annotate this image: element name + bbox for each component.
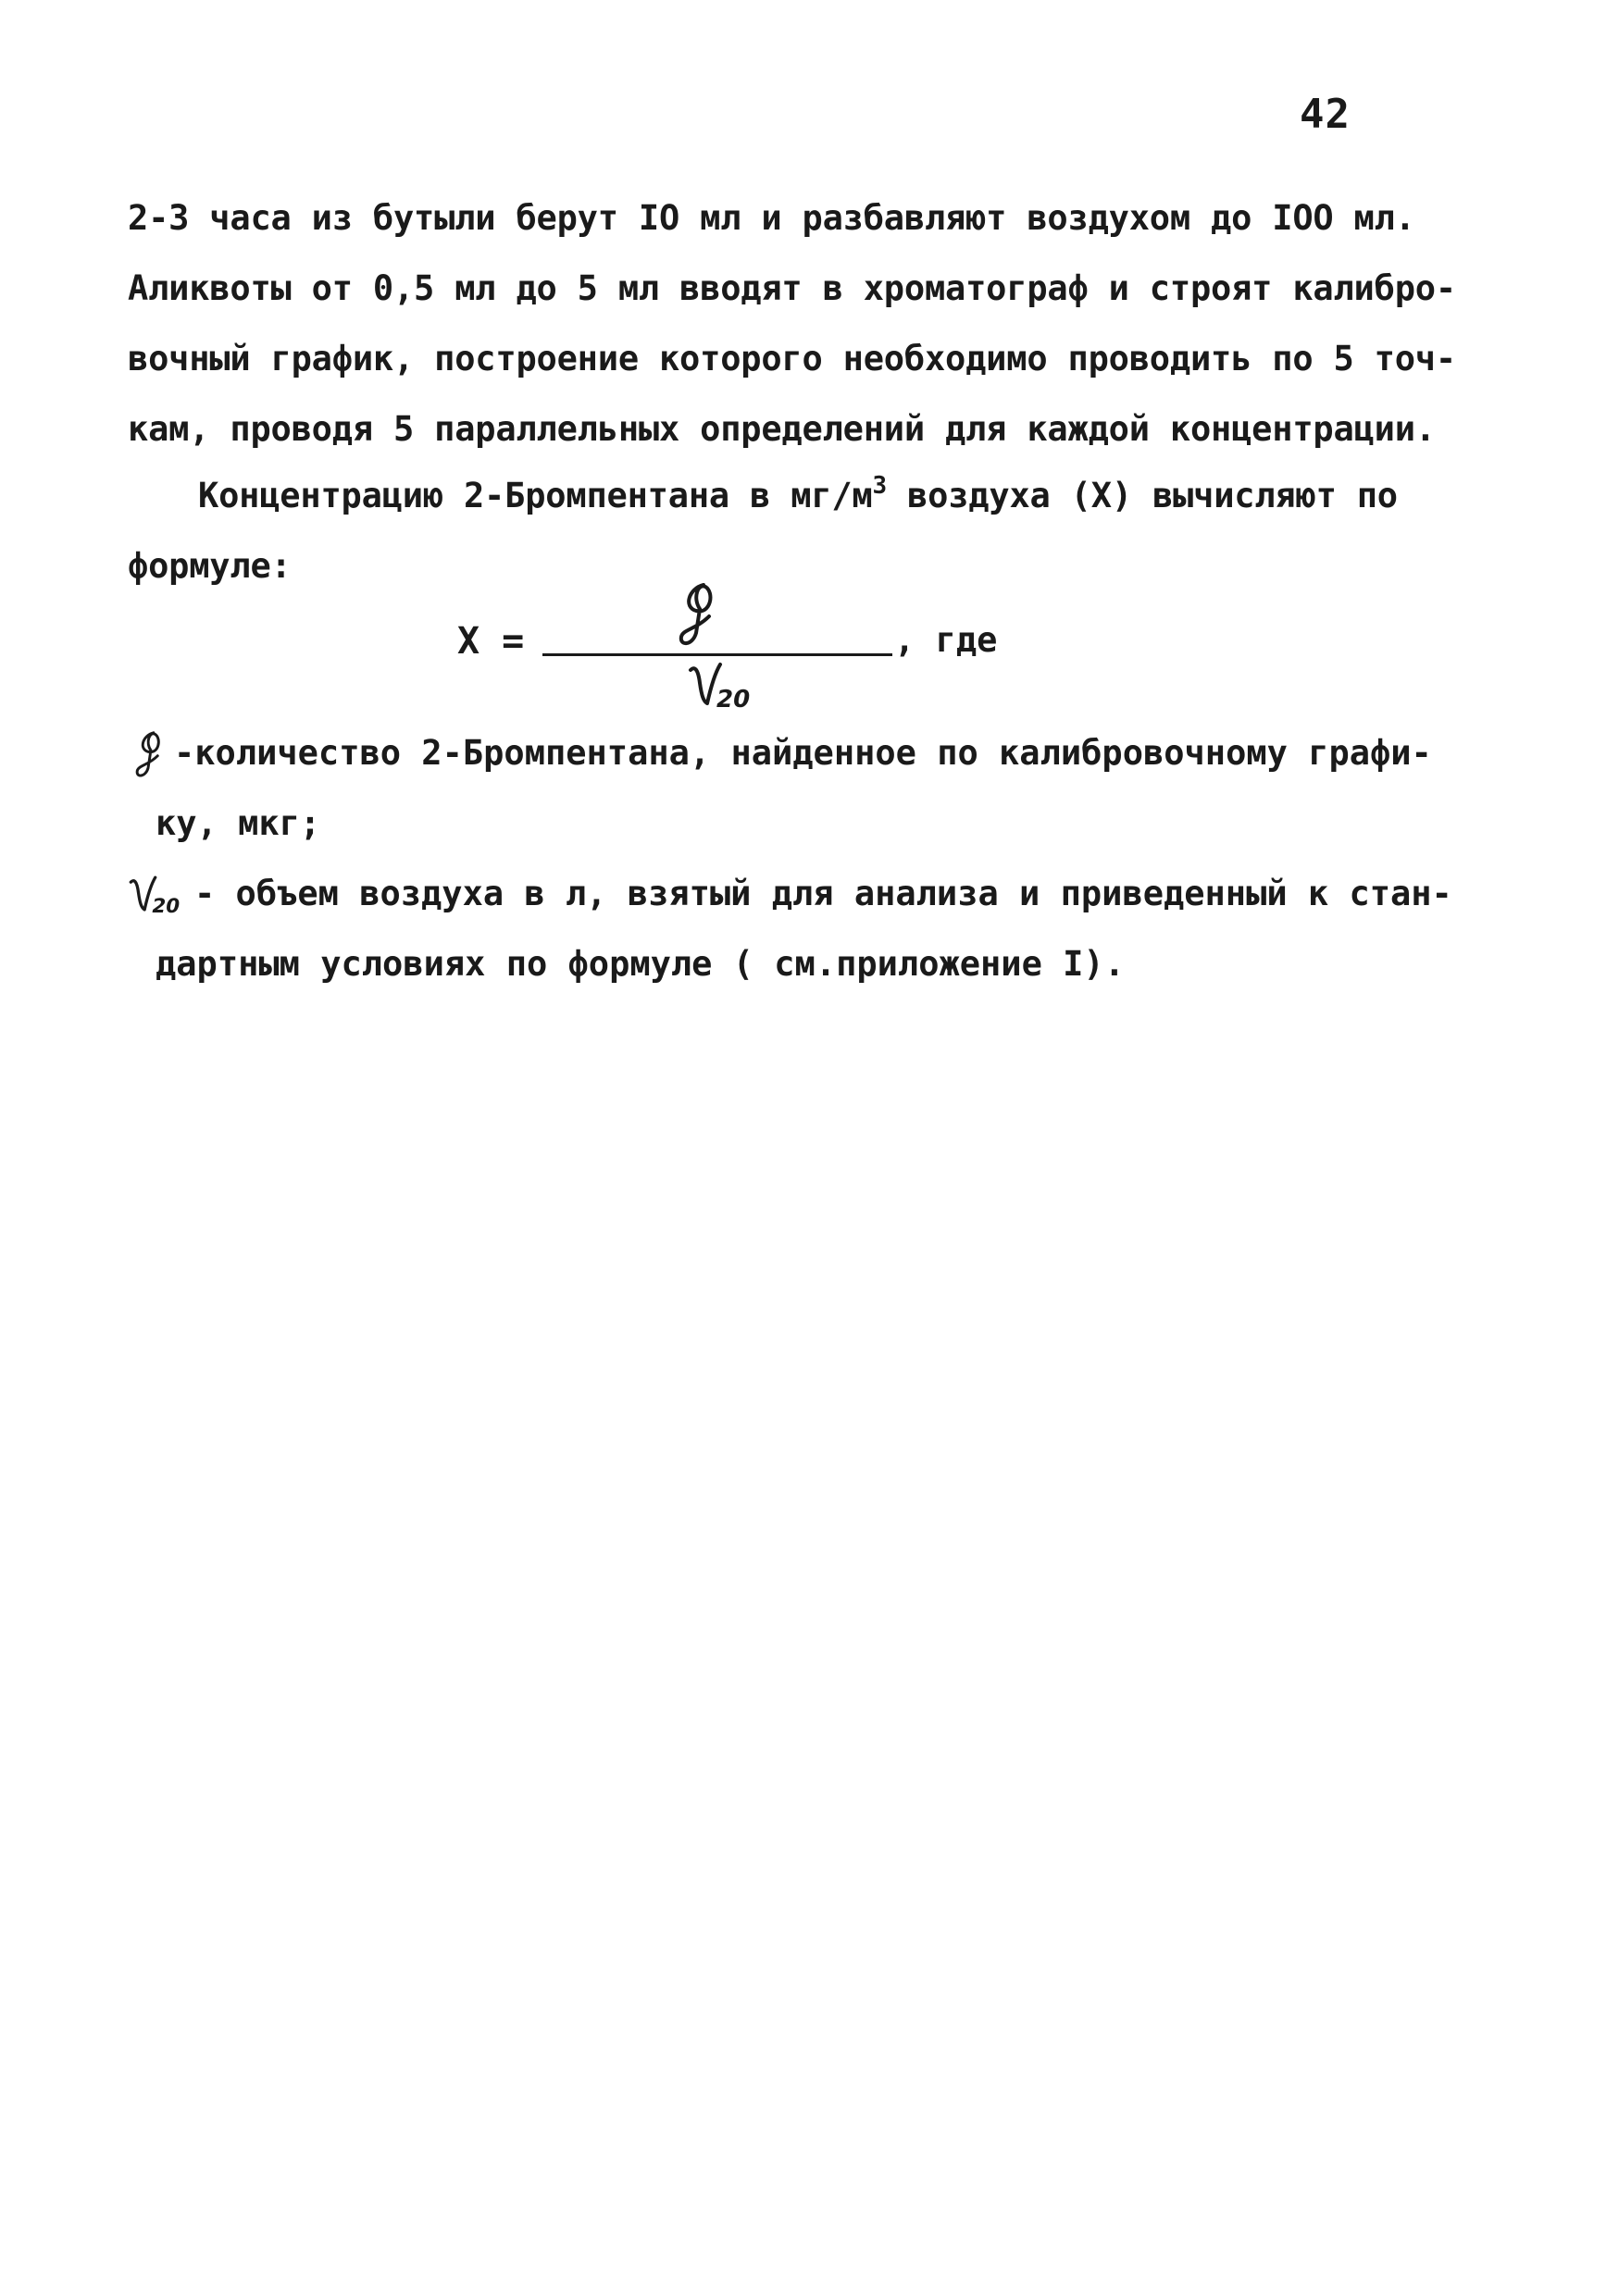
text-line: формуле:	[128, 546, 292, 586]
svg-text:20: 20	[152, 894, 181, 918]
exponent: 3	[872, 472, 887, 500]
formula-where-label: , где	[894, 620, 998, 660]
text-fragment: воздуха (X) вычисляют по	[886, 476, 1398, 515]
text-line	[128, 461, 1398, 531]
formula-lhs: X =	[457, 620, 525, 663]
page-number: 42	[1300, 91, 1351, 138]
text-line: дартным условиях по формуле ( см.приложение I).	[156, 944, 1125, 984]
fraction-bar	[542, 653, 892, 656]
text-line: кам, проводя 5 параллельных определений для каждой концентрации.	[128, 409, 1436, 449]
paragraph-calibration	[128, 183, 1456, 465]
paragraph-concentration	[128, 461, 1398, 602]
formula	[457, 602, 1013, 722]
text-line	[128, 859, 1452, 929]
definition-g	[128, 718, 1432, 859]
text-line	[128, 718, 1432, 788]
definition-v20	[128, 859, 1452, 999]
g-symbol-icon	[128, 726, 168, 785]
formula-denominator-v20-symbol	[687, 659, 761, 714]
text-fragment: Концентрацию 2-Бромпентана в мг/м	[198, 476, 873, 515]
text-line: ку, мкг;	[156, 803, 321, 843]
svg-text:20: 20	[716, 686, 751, 714]
definition-text: - объем воздуха в л, взятый для анализа и приведенный к стан-	[194, 874, 1452, 913]
text-line: вочный график, построение которого необходимо проводить по 5 точ-	[128, 339, 1456, 379]
formula-numerator-g-symbol	[668, 579, 724, 652]
definition-text: -количество 2-Бромпентана, найденное по калибровочному графи-	[174, 733, 1432, 773]
v20-symbol-icon	[128, 870, 189, 922]
text-line: Аликвоты от 0,5 мл до 5 мл вводят в хроматограф и строят калибро-	[128, 268, 1456, 308]
text-line: 2-3 часа из бутыли берут IO мл и разбавляют воздухом до IOO мл.	[128, 198, 1415, 238]
